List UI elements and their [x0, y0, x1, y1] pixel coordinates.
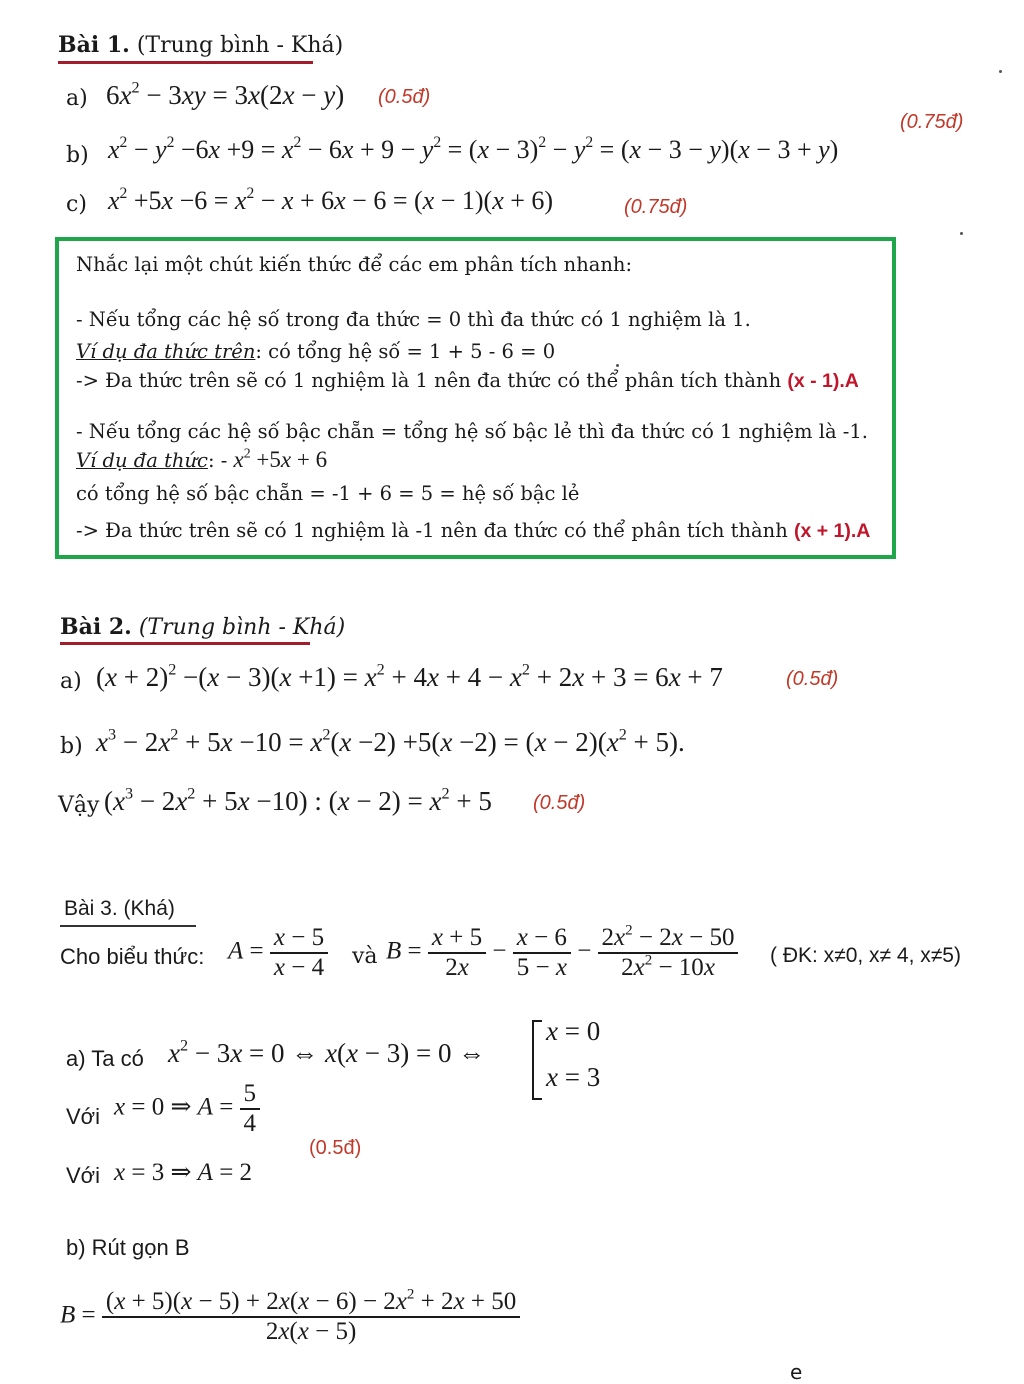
bai1-title-underline [58, 61, 313, 64]
bai3-and: và [352, 944, 378, 969]
tip-rule-1: - Nếu tổng các hệ số trong đa thức = 0 thì đa thức có 1 nghiệm là 1. [76, 308, 751, 331]
bai3-b-simplify-fraction: $\frac{(x + 5)(x - 5) + 2x(x - 6) - 2x^2 + 2x + 50}{2x(x - 5)}$ [102, 1288, 520, 1346]
bai3-a-bracket [532, 1020, 542, 1100]
tip-intro: Nhắc lại một chút kiến thức để các em phân tích nhanh: [76, 253, 633, 276]
tip-example-2-label: Ví dụ đa thức [76, 449, 208, 472]
tip-conclusion-2-factor: (x + 1).A [793, 520, 871, 542]
bai1-b-label: b) [66, 143, 89, 168]
bai2-b-label: b) [60, 734, 83, 759]
tip-example-2 [76, 447, 327, 473]
bai1-a-label: a) [66, 86, 88, 111]
bai3-title: Bài 3. (Khá) [64, 897, 175, 920]
bai2-title-underline [60, 642, 310, 645]
tip-rule-2: - Nếu tổng các hệ số bậc chẵn = tổng hệ số bậc lẻ thì đa thức có 1 nghiệm là -1. [76, 420, 868, 443]
bai2-b-equation: $x^3 - 2x^2 + 5x -10 = x^2(x -2) +5(x -2) = (x - 2)(x^2 + 5)$. [96, 725, 685, 757]
bai3-intro: Cho biểu thức: [60, 944, 205, 969]
bai3-a-fraction: $\frac{x - 5}{x - 4}$ [270, 924, 328, 982]
tip-conclusion-1-factor: (x - 1).A [787, 370, 859, 392]
bai1-a-score: (0.5đ) [378, 86, 431, 108]
bai3-b-expression: B = $\frac{(x + 5)(x - 5) + 2x(x - 6) - 2x^2 + 2x + 50}{2x(x - 5)}$ [60, 1288, 520, 1346]
bai3-voi-2-equation: x = 3 ⇒ A = 2 [114, 1159, 253, 1186]
bai3-a-root-1: x = 0 [546, 1016, 601, 1046]
scan-dot [999, 70, 1002, 73]
bai3-voi-1-equation: x = 0 ⇒ A = $\frac{5}{4}$ [114, 1080, 260, 1138]
scan-dot [960, 232, 963, 235]
bai3-a-root-2: x = 3 [546, 1062, 601, 1092]
bai3-condition: ( ĐK: x≠0, x≠ 4, x≠5) [770, 944, 961, 967]
footer-mark: e [790, 1360, 803, 1384]
bai2-a-score: (0.5đ) [786, 668, 839, 690]
bai2-title-level: (Trung bình - Khá) [138, 615, 346, 640]
bai2-vay-label: Vậy [58, 793, 100, 818]
tip-example-1 [76, 340, 555, 363]
tip-example-1-text: : có tổng hệ số = 1 + 5 - 6 = 0 [255, 340, 556, 363]
tip-sum-2: có tổng hệ số bậc chẵn = -1 + 6 = 5 = hệ số bậc lẻ [76, 482, 580, 505]
bai2-vay-equation: $(x^3 - 2x^2 + 5x -10)$ : $(x - 2) = x^2 + 5$ [104, 784, 492, 816]
bai2-title-bold: Bài 2. [60, 614, 132, 640]
tip-example-2-polynomial: $x^2 +5x + 6$ [233, 445, 328, 472]
bai3-a-score: (0.5đ) [309, 1137, 362, 1159]
bai1-b-score: (0.75đ) [900, 111, 964, 133]
bai1-title [58, 32, 343, 58]
bai3-b-fraction-2: $\frac{x - 6}{5 - x}$ [513, 924, 571, 982]
bai3-voi-1-fraction: $\frac{5}{4}$ [240, 1080, 261, 1138]
bai1-b-equation: $x^2 - y^2 -6x +9 = x^2 - 6x + 9 - y^2 = (x - 3)^2 - y^2 = (x - 3 - y)(x - 3 + y)$ [108, 134, 839, 164]
tip-example-1-label: Ví dụ đa thức trên [76, 340, 256, 363]
tip-conclusion-2-text: -> Đa thức trên sẽ có 1 nghiệm là -1 nên đa thức có thể phân tích thành [76, 519, 788, 542]
bai1-title-bold: Bài 1. [58, 32, 130, 58]
tip-conclusion-1 [76, 369, 859, 393]
bai2-a-equation: $(x + 2)^2 -(x - 3)(x +1) = x^2 + 4x + 4 - x^2 + 2x + 3 = 6x + 7$ [96, 660, 723, 692]
bai3-b-label: b) Rút gọn B [66, 1235, 190, 1260]
bai3-voi-1: Với [66, 1104, 100, 1129]
bai3-voi-2: Với [66, 1163, 100, 1188]
bai3-b-fraction-3: $\frac{2x^2 - 2x - 50}{2x^2 - 10x}$ [598, 924, 739, 982]
bai3-expression-b: B = $\frac{x + 5}{2x}$ − $\frac{x - 6}{5 - x}$ − $\frac{2x^2 - 2x - 50}{2x^2 - 10x}$ [386, 924, 738, 982]
tip-conclusion-1-text: -> Đa thức trên sẽ có 1 nghiệm là 1 nên đa thức có thể phân tích thành [76, 369, 782, 392]
bai1-c-label: c) [66, 192, 87, 217]
scan-dot [616, 364, 619, 367]
bai1-c-score: (0.75đ) [624, 196, 688, 218]
bai1-title-level: (Trung bình - Khá) [136, 33, 344, 58]
bai1-a-equation: $6x^2 - 3xy = 3x(2x - y)$ [106, 78, 345, 110]
tip-example-2-text: : - [207, 449, 228, 472]
bai1-c-equation: $x^2 +5x -6 = x^2 - x + 6x - 6 = (x - 1)(x + 6)$ [108, 185, 554, 215]
bai2-a-label: a) [60, 669, 82, 694]
tip-conclusion-2 [76, 519, 870, 543]
bai3-title-underline [60, 925, 196, 927]
bai3-a-equation: $x^2 - 3x = 0$ ⇔ x(x − 3) = 0 ⇔ [168, 1036, 486, 1068]
bai2-vay-score: (0.5đ) [533, 792, 586, 814]
bai2-title [60, 614, 345, 640]
bai3-expression-a: A = $\frac{x - 5}{x - 4}$ [228, 924, 328, 982]
bai3-b-fraction-1: $\frac{x + 5}{2x}$ [428, 924, 486, 982]
tip-box [55, 237, 896, 559]
bai3-a-label: a) Ta có [66, 1046, 144, 1071]
